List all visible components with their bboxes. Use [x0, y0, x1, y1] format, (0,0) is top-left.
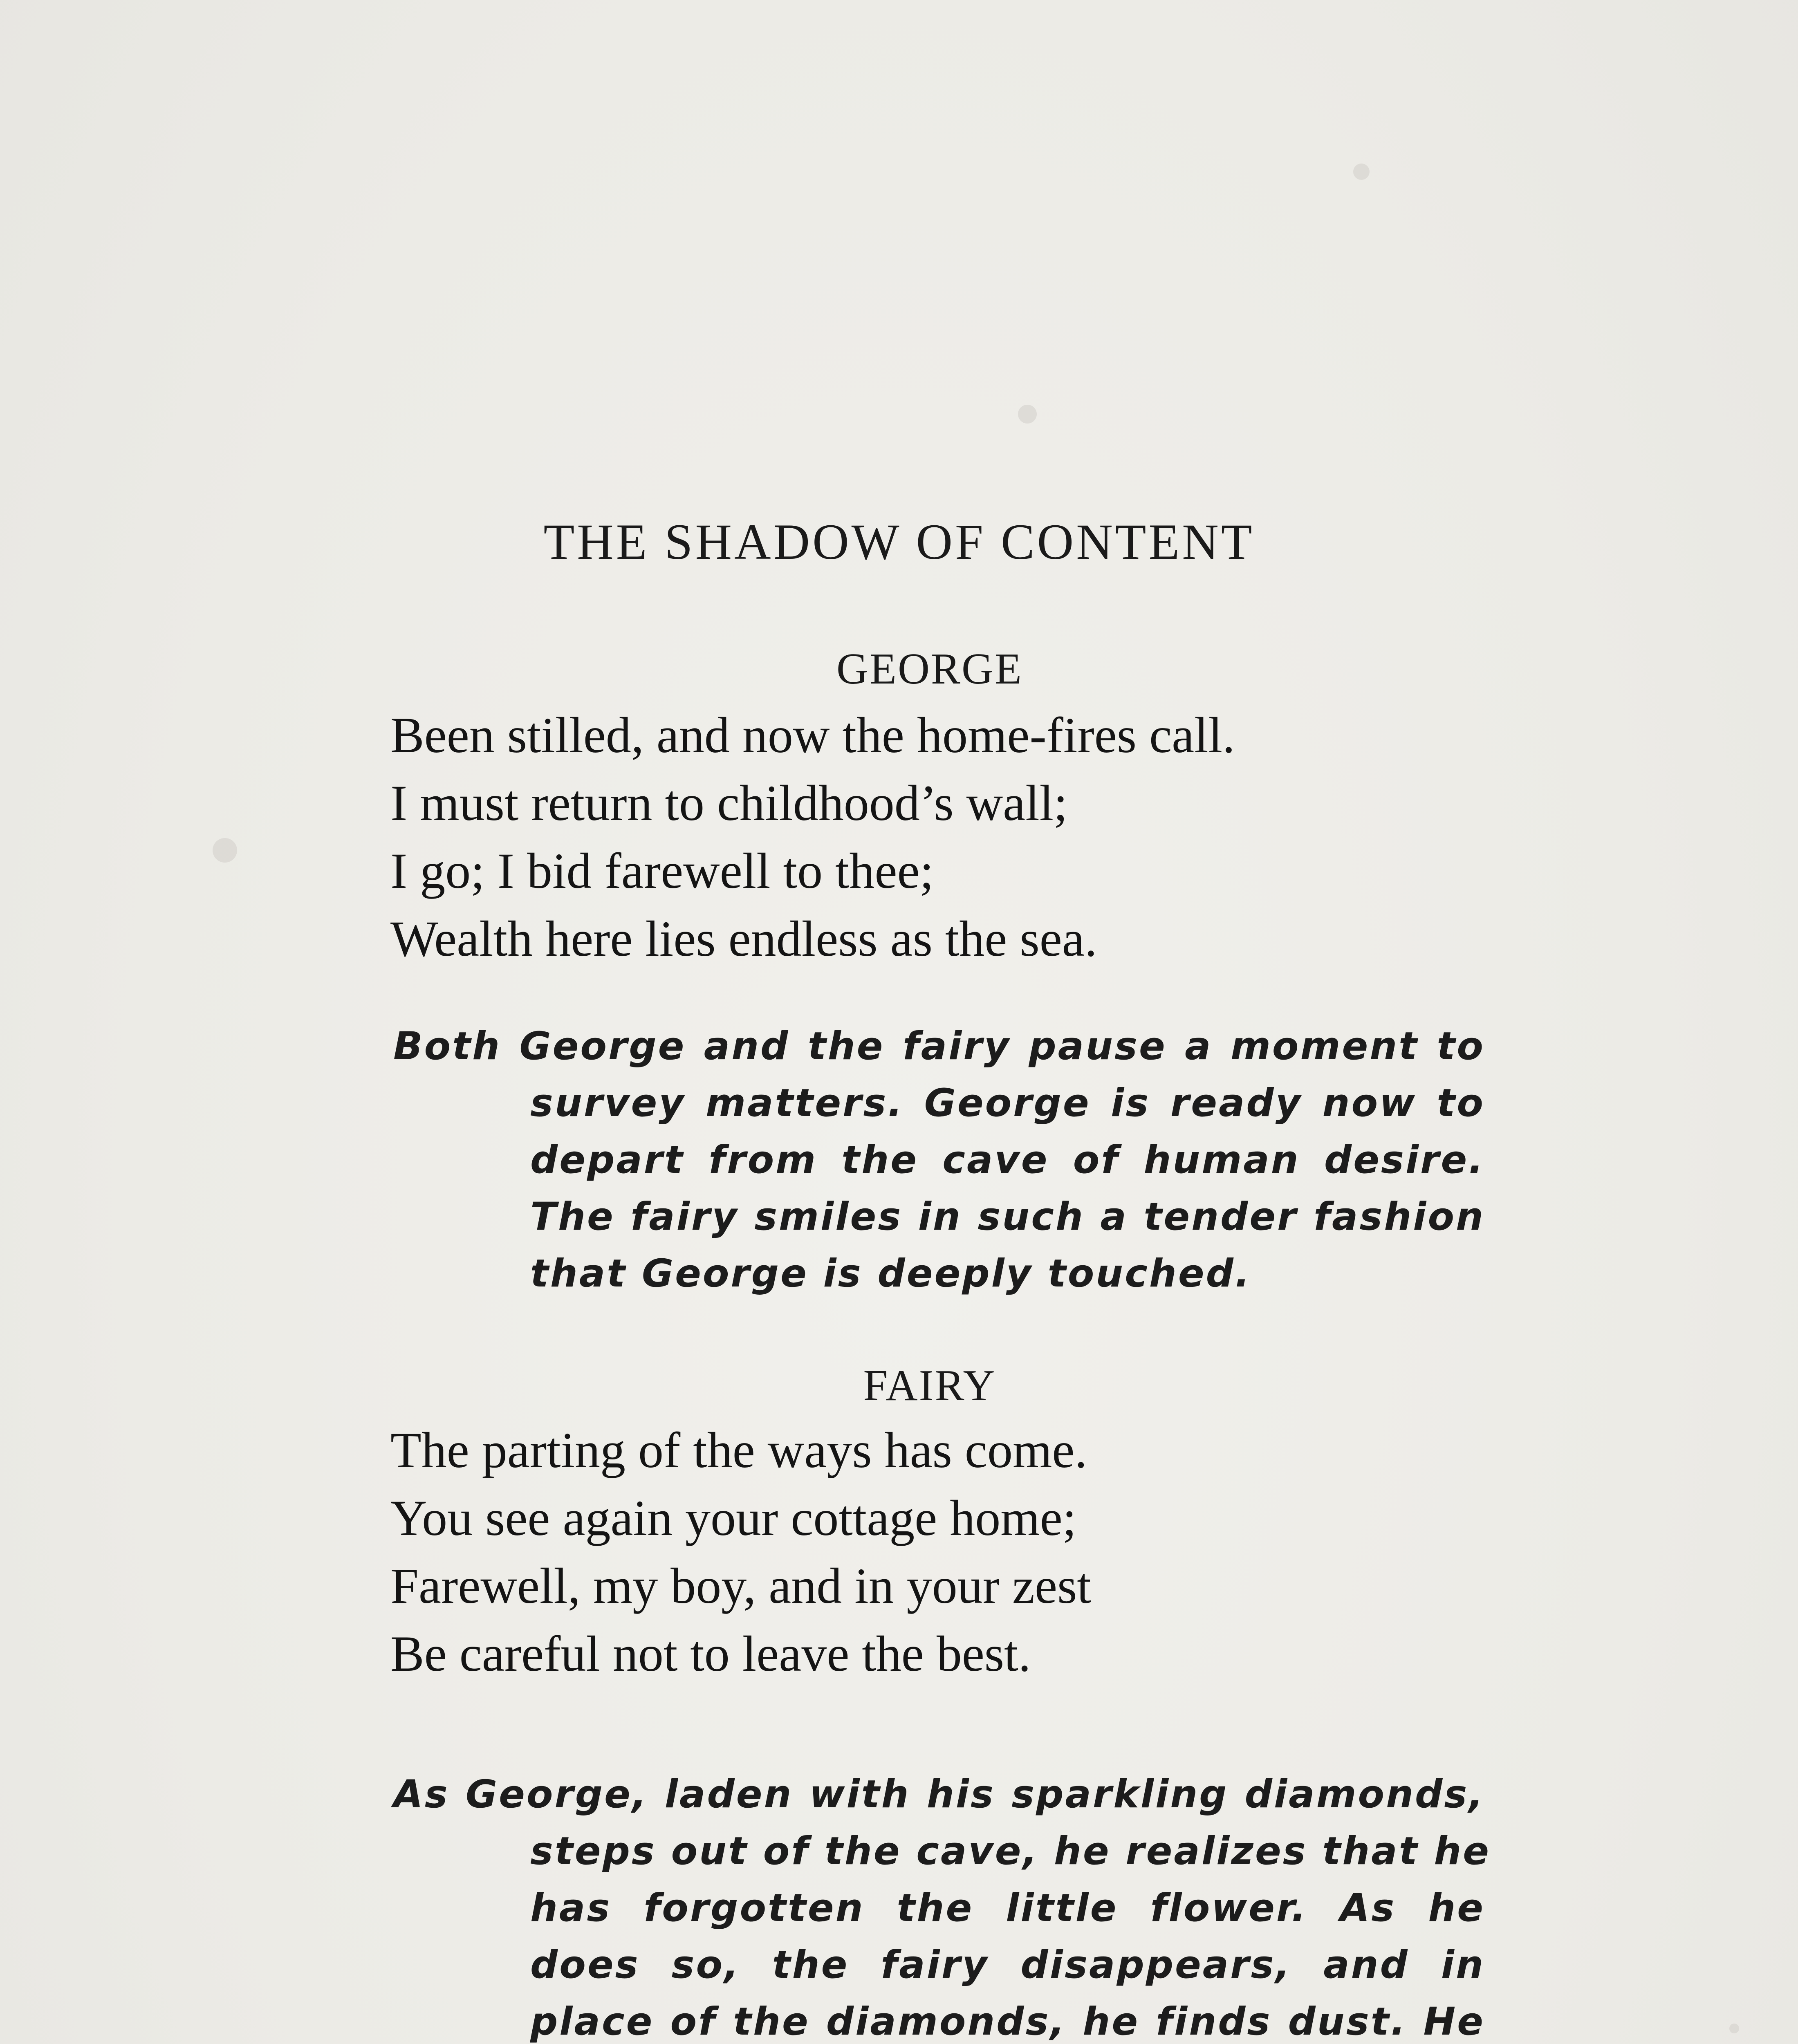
direction-line: depart from the cave of human desire. — [530, 1138, 1485, 1182]
direction-line: does so, the fairy disappears, and in — [530, 1943, 1485, 1987]
verse-line: I must return to childhood’s wall; — [390, 775, 1068, 831]
verse-line: Wealth here lies endless as the sea. — [390, 911, 1097, 967]
fairy-verse — [390, 1416, 1617, 1688]
george-verse — [390, 702, 1617, 973]
direction-line: Both George and the fairy pause a moment to — [393, 1024, 1485, 1069]
direction-line: survey matters. George is ready now to — [530, 1081, 1485, 1125]
direction-line: As George, laden with his sparkling diamonds, — [393, 1772, 1485, 1817]
speaker-george: GEORGE — [836, 645, 1023, 693]
direction-line: that George is deeply touched. — [530, 1251, 1251, 1296]
verse-line: Farewell, my boy, and in your zest — [390, 1558, 1091, 1614]
verse-line: I go; I bid farewell to thee; — [390, 843, 934, 899]
verse-line: Been stilled, and now the home-fires call. — [390, 707, 1235, 763]
verse-line: The parting of the ways has come. — [390, 1422, 1087, 1478]
direction-line: place of the diamonds, he finds dust. He — [530, 1999, 1485, 2044]
speaker-fairy: FAIRY — [863, 1361, 996, 1410]
paper-speck — [213, 838, 237, 863]
direction-line: The fairy smiles in such a tender fashion — [530, 1195, 1485, 1239]
paper-speck — [1729, 2024, 1739, 2033]
stage-direction-2 — [393, 1766, 1491, 2044]
paper-speck — [1018, 405, 1037, 424]
direction-line: steps out of the cave, he realizes that he — [530, 1829, 1491, 1874]
verse-line: Be careful not to leave the best. — [390, 1626, 1031, 1682]
paper-speck — [1353, 164, 1370, 180]
verse-line: You see again your cottage home; — [390, 1490, 1077, 1546]
page-title: THE SHADOW OF CONTENT — [543, 514, 1255, 570]
stage-direction-1 — [393, 1018, 1485, 1302]
direction-line: has forgotten the little flower. As he — [530, 1886, 1485, 1930]
